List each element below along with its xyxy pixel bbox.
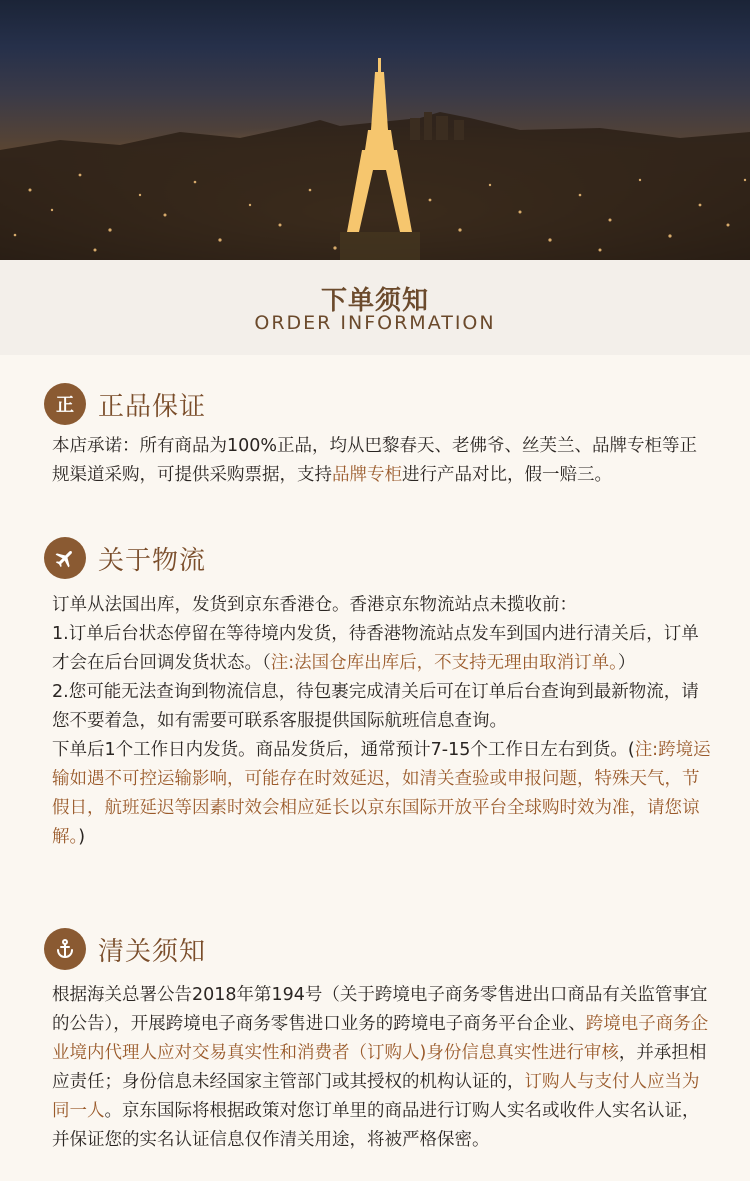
highlight-text: 注:跨境运输如遇不可控运输影响，可能存在时效延迟，如清关查验或申报问题，特殊天气，节假日，航班延迟等因素时效会相应延长以京东国际开放平台全球购时效为准，请您谅解。 <box>52 740 711 847</box>
section-logistics-text <box>52 591 712 852</box>
text-run: ，并承担相应责任；身份信息未经国家主管部门或其授权的机构认证的， <box>52 1043 707 1092</box>
highlight-text: 跨境电子商务企业境内代理人应对交易真实性和消费者（订购人)身份信息真实性进行审核 <box>52 1014 709 1063</box>
text-run: 1.订单后台状态停留在等待境内发货，待香港物流站点发车到国内进行清关后，订单才会在后台回调发货状态。（ <box>52 624 699 673</box>
text-run: ） <box>617 653 636 673</box>
section-logistics-title: 关于物流 <box>98 545 207 576</box>
section-logistics-header <box>44 534 206 582</box>
highlight-text: 品牌专柜 <box>332 465 402 485</box>
logistics-paragraph <box>52 620 712 678</box>
section-authenticity-title: 正品保证 <box>98 391 207 422</box>
authentic-badge-icon: 正 <box>44 383 86 425</box>
section-customs-header <box>44 925 206 973</box>
text-run: 进行产品对比，假一赔三。 <box>402 465 612 485</box>
page-subtitle: ORDER INFORMATION <box>254 312 496 334</box>
logistics-paragraph <box>52 678 712 736</box>
section-authenticity-text <box>52 432 712 490</box>
hero-eiffel-tower-image <box>0 0 750 260</box>
anchor-icon <box>44 928 86 970</box>
logistics-paragraph <box>52 591 712 620</box>
highlight-text: 订购人与支付人应当为同一人 <box>52 1072 700 1121</box>
section-customs-title: 清关须知 <box>98 936 207 967</box>
text-run: 下单后1个工作日内发货。商品发货后，通常预计7-15个工作日左右到货。( <box>52 740 635 760</box>
text-run: 根据海关总署公告2018年第194号（关于跨境电子商务零售进出口商品有关监管事宜的公告），开展跨境电子商务零售进口业务的跨境电子商务平台企业、 <box>52 985 708 1034</box>
text-run: ) <box>78 827 86 847</box>
text-run: 2.您可能无法查询到物流信息，待包裹完成清关后可在订单后台查询到最新物流，请您不要着急，如有需要可联系客服提供国际航班信息查询。 <box>52 682 699 731</box>
section-authenticity-header <box>44 380 206 428</box>
text-run: 订单从法国出库，发货到京东香港仓。香港京东物流站点未揽收前： <box>52 595 577 615</box>
plane-icon <box>44 537 86 579</box>
highlight-text: 注:法国仓库出库后，不支持无理由取消订单。 <box>270 653 618 673</box>
order-info-title-band <box>0 260 750 355</box>
paris-skyline-illustration <box>0 0 750 260</box>
page-title: 下单须知 <box>320 286 429 316</box>
text-run: 。京东国际将根据政策对您订单里的商品进行订购人实名或收件人实名认证，并保证您的实名认证信息仅作清关用途，将被严格保密。 <box>52 1101 700 1150</box>
section-customs-text <box>52 981 712 1155</box>
logistics-paragraph <box>52 736 712 852</box>
text-run: 本店承诺：所有商品为100%正品，均从巴黎春天、老佛爷、丝芙兰、品牌专柜等正规渠道采购，可提供采购票据，支持 <box>52 436 698 485</box>
